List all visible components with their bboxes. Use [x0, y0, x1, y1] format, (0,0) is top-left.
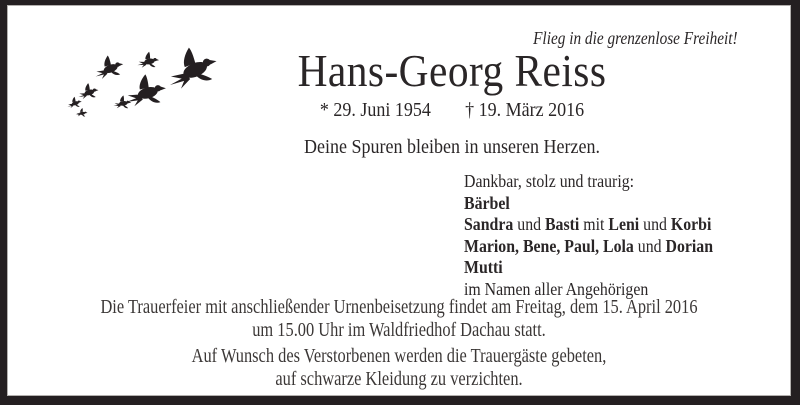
- announcement-block: [86, 296, 712, 391]
- life-dates: [146, 99, 758, 121]
- mourner-line: Sandra und Basti mit Leni und Korbi: [464, 214, 712, 235]
- mourners-block: [464, 171, 713, 301]
- birth-date: * 29. Juni 1954: [319, 99, 431, 121]
- mourner-line: Mutti: [464, 257, 503, 278]
- death-date: † 19. März 2016: [465, 99, 585, 121]
- headline-block: [146, 47, 758, 158]
- mourner-line: Bärbel: [464, 192, 510, 213]
- epitaph-text: Deine Spuren bleiben in unseren Herzen.: [304, 136, 600, 158]
- deceased-name: Hans-Georg Reiss: [297, 45, 607, 96]
- announcement-line: auf schwarze Kleidung zu verzichten.: [275, 368, 523, 390]
- announcement-line: um 15.00 Uhr im Waldfriedhof Dachau statt.: [252, 319, 546, 341]
- mourners-lines: [464, 193, 713, 301]
- notice-paper: [7, 5, 791, 396]
- mourner-line: im Namen aller Angehörigen: [464, 278, 649, 299]
- motto-text: Flieg in die grenzenlose Freiheit!: [533, 28, 738, 48]
- announcement-line: Auf Wunsch des Verstorbenen werden die Trauergäste gebeten,: [191, 345, 607, 367]
- mourner-line: Marion, Bene, Paul, Lola und Dorian: [464, 235, 714, 256]
- announcement-line: Die Trauerfeier mit anschließender Urnenbeisetzung findet am Freitag, dem 15. April 2016: [100, 296, 698, 318]
- mourners-intro: Dankbar, stolz und traurig:: [464, 171, 635, 191]
